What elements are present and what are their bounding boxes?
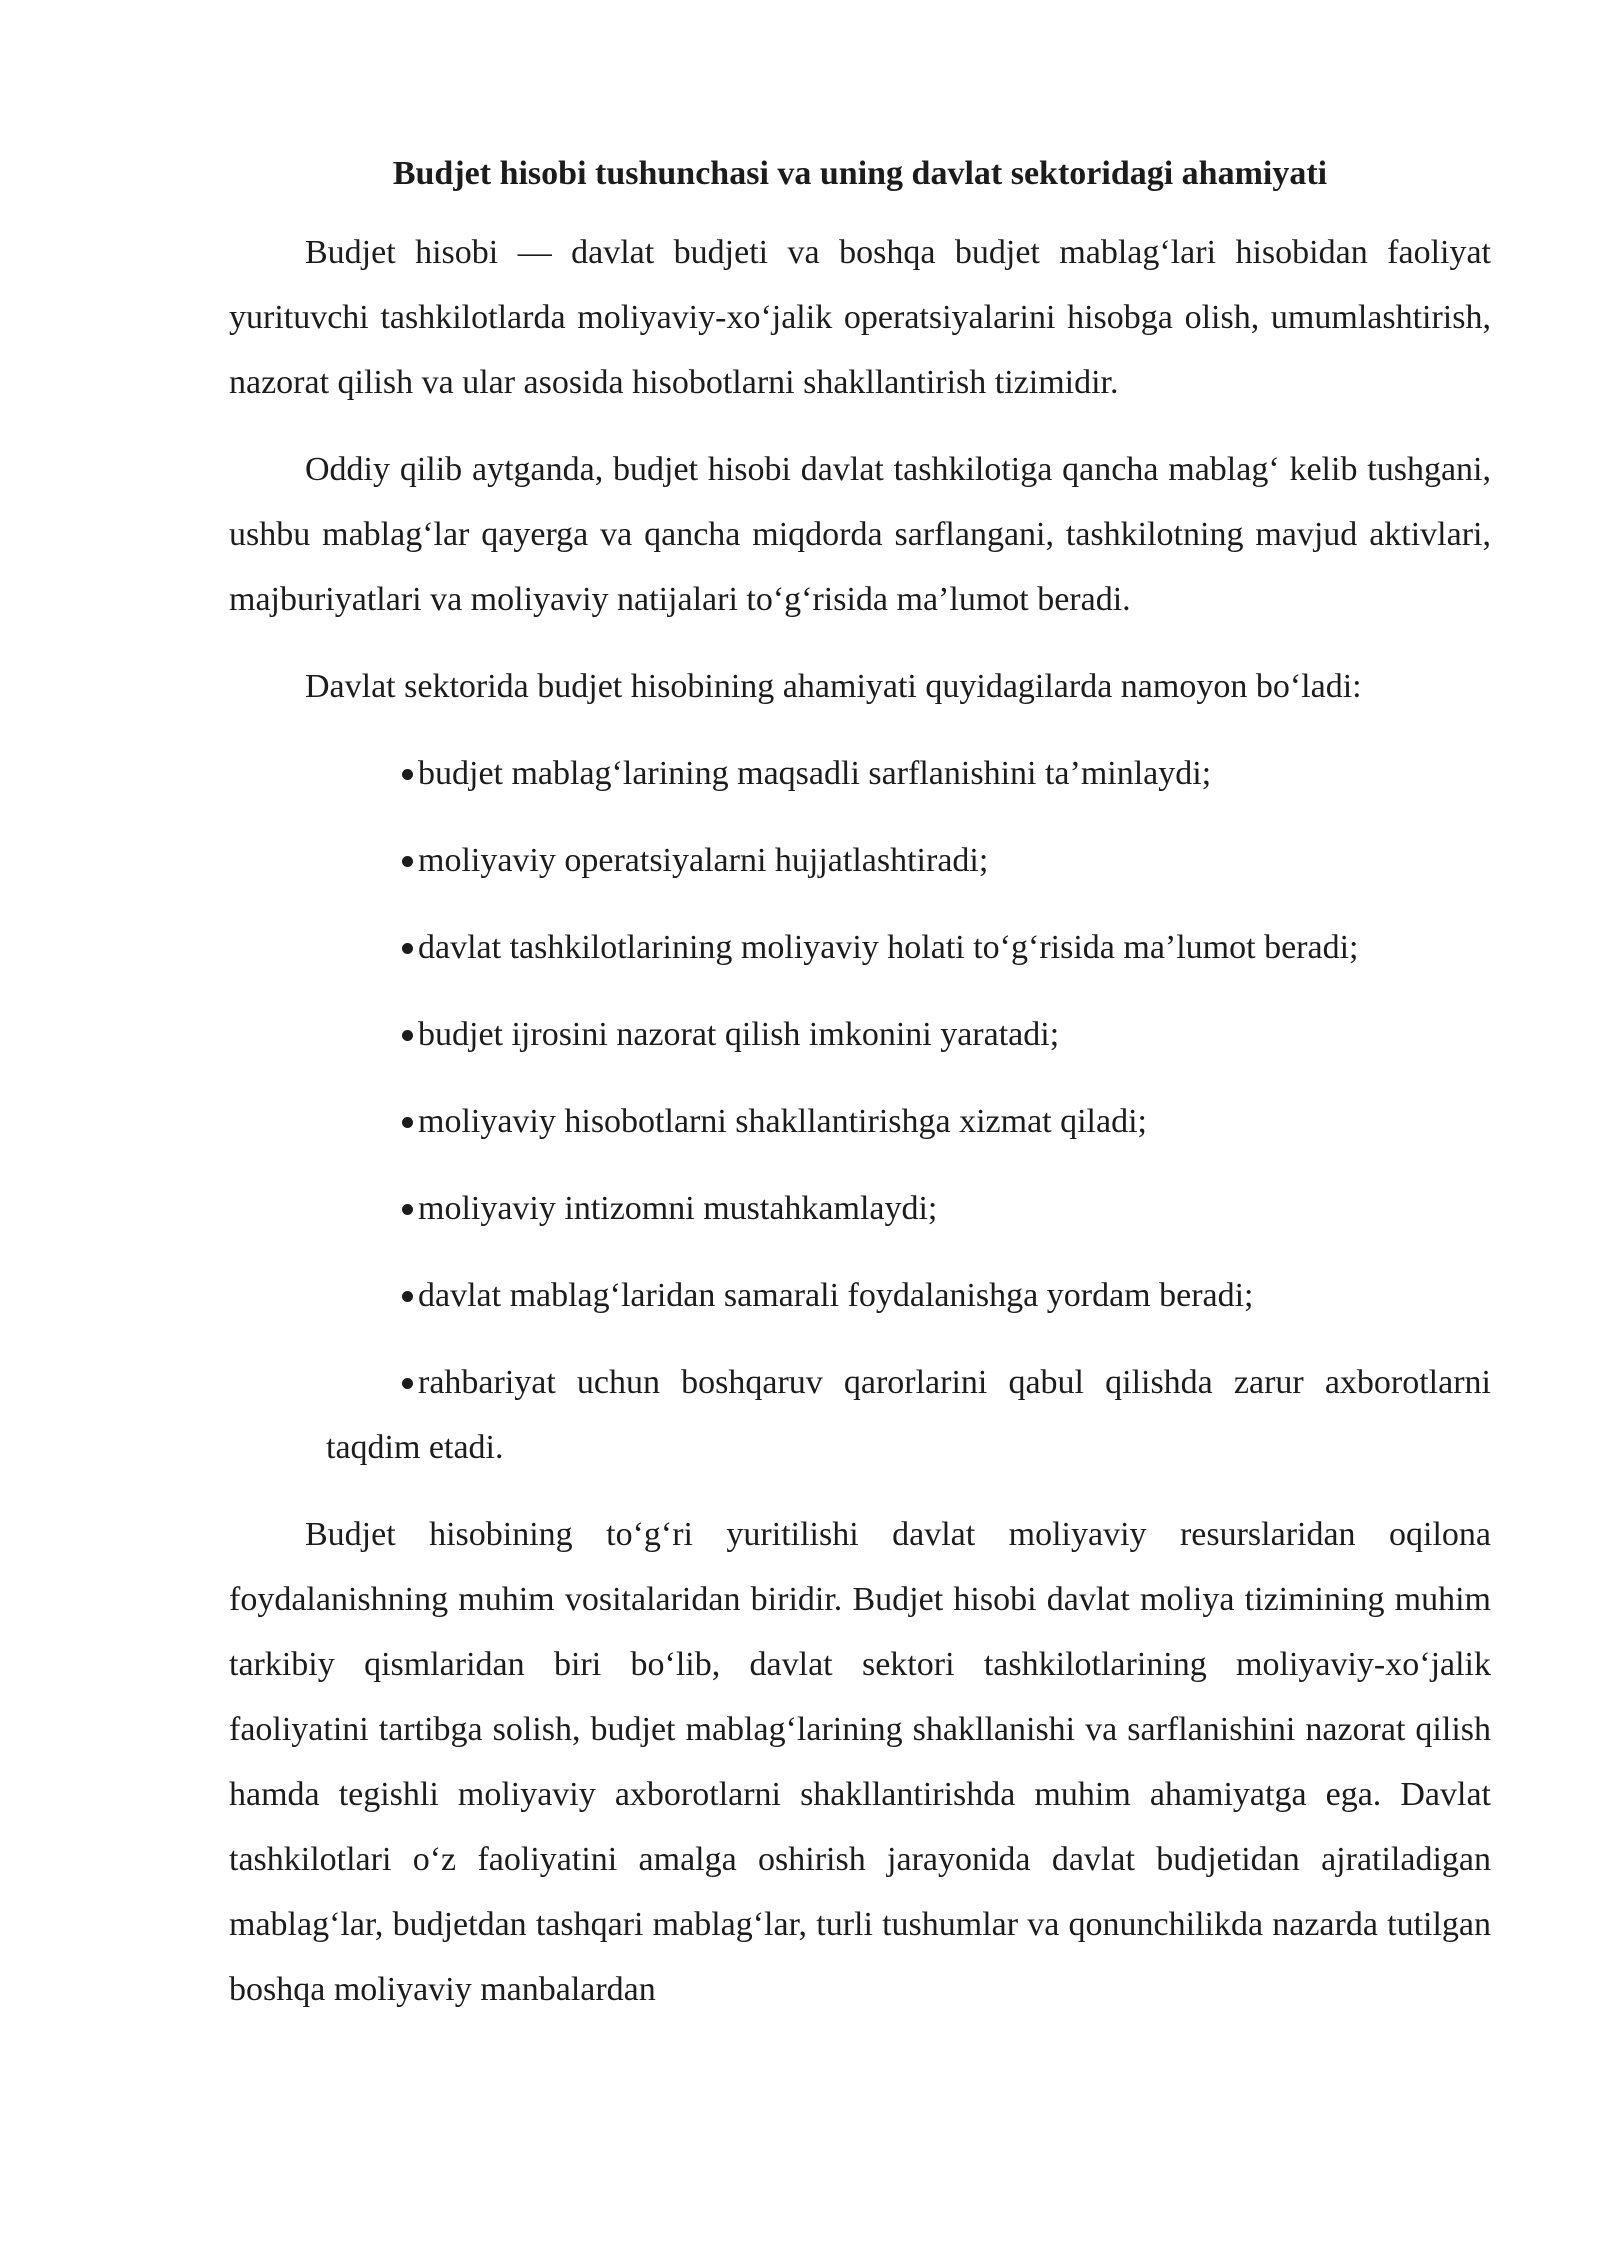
list-item [229,1350,1491,1480]
list-item-text: moliyaviy intizomni mustahkamlaydi; [418,1190,938,1227]
bullet-icon [402,1204,413,1215]
list-item [229,1176,1491,1241]
list-item [229,741,1491,806]
importance-bullet-list [229,741,1491,1480]
list-item [229,1263,1491,1328]
paragraph-simple-explanation: Oddiy qilib aytganda, budjet hisobi davlat tashkilotiga qancha mablag‘ kelib tushgani, ushbu mablag‘lar qayerga va qancha miqdorda sarflangani, tashkilotning mavjud aktivlari, majburiyatlari va moliyaviy natijalari to‘g‘risida ma’lumot beradi. [229,451,1491,618]
list-item [229,828,1491,893]
document-title: Budjet hisobi tushunchasi va uning davlat sektoridagi ahamiyati [392,155,1328,192]
bullet-icon [402,1291,413,1302]
list-item-text: moliyaviy operatsiyalarni hujjatlashtiradi; [418,842,989,879]
list-item-text: davlat tashkilotlarining moliyaviy holati to‘g‘risida ma’lumot beradi; [418,929,1359,966]
paragraph-importance-intro: Davlat sektorida budjet hisobining ahamiyati quyidagilarda namoyon bo‘ladi: [305,668,1362,705]
list-item [229,1002,1491,1067]
list-item-text: budjet mablag‘larining maqsadli sarflanishini ta’minlaydi; [418,755,1212,792]
list-item [229,915,1491,980]
bullet-icon [402,1117,413,1128]
document-page [229,150,1491,2044]
bullet-icon [402,943,413,954]
list-item-text: davlat mablag‘laridan samarali foydalanishga yordam beradi; [418,1277,1254,1314]
paragraph-closing: Budjet hisobining to‘g‘ri yuritilishi davlat moliyaviy resurslaridan oqilona foydalanishning muhim vositalaridan biridir. Budjet hisobi davlat moliya tizimining muhim tarkibiy qismlaridan biri bo‘lib, davlat sektori tashkilotlarining moliyaviy-xo‘jalik faoliyatini tartibga solish, budjet mablag‘larining shakllanishi va sarflanishini nazorat qilish hamda tegishli moliyaviy axborotlarni shakllantirishda muhim ahamiyatga ega. Davlat tashkilotlari o‘z faoliyatini amalga oshirish jarayonida davlat budjetidan ajratiladigan mablag‘lar, budjetdan tashqari mablag‘lar, turli tushumlar va qonunchilikda nazarda tutilgan boshqa moliyaviy manbalardan [229,1516,1491,2008]
list-item-text: rahbariyat uchun boshqaruv qarorlarini qabul qilishda zarur axborotlarni taqdim etadi. [326,1364,1491,1466]
paragraph-definition: Budjet hisobi — davlat budjeti va boshqa budjet mablag‘lari hisobidan faoliyat yurituvchi tashkilotlarda moliyaviy-xo‘jalik operatsiyalarini hisobga olish, umumlashtirish, nazorat qilish va ular asosida hisobotlarni shakllantirish tizimidir. [229,234,1491,401]
list-item [229,1089,1491,1154]
bullet-icon [402,1378,413,1389]
bullet-icon [402,769,413,780]
bullet-icon [402,1030,413,1041]
bullet-icon [402,856,413,867]
list-item-text: budjet ijrosini nazorat qilish imkonini yaratadi; [418,1016,1060,1053]
list-item-text: moliyaviy hisobotlarni shakllantirishga xizmat qiladi; [418,1103,1147,1140]
